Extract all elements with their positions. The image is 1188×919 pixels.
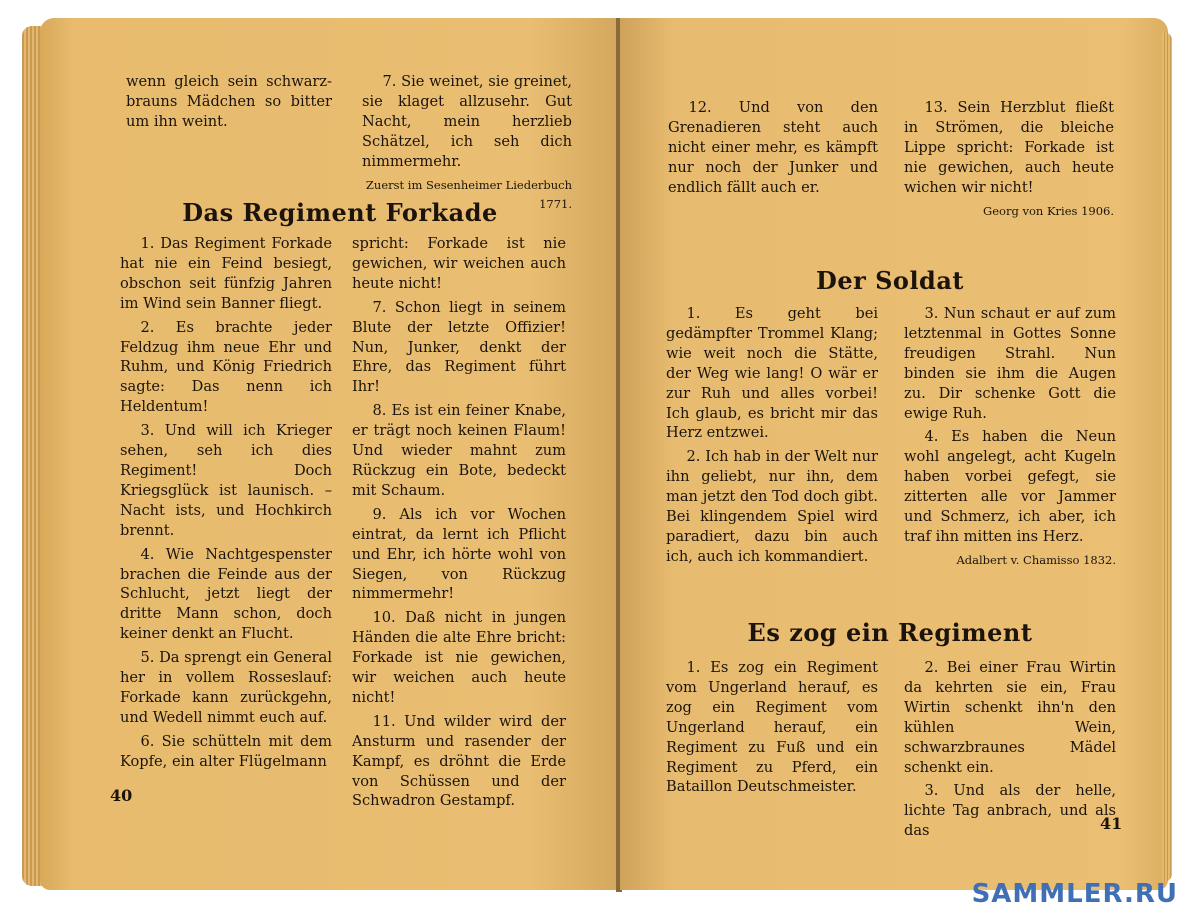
verse: 6. Sie schütteln mit dem Kopfe, ein alter Flügelmann — [120, 732, 332, 770]
regiment-col2 — [904, 658, 1116, 845]
verse: 1. Es geht bei gedämpfter Trommel Klang; wie weit noch die Stätte, der Weg wie lang! O wär er zur Ruh und alles vorbei! Ich glaub, es bricht mir das Herz entzwei. — [666, 305, 878, 442]
right-intro-col2 — [904, 98, 1114, 221]
left-intro-col2 — [362, 72, 572, 215]
verse: 5. Da sprengt ein General her in vollem Rosseslauf: Forkade kann zurückgehn, und Wedell nimmt euch auf. — [120, 649, 332, 726]
left-page — [40, 18, 616, 890]
open-book — [22, 18, 1172, 896]
verse: 4. Wie Nachtgespenster brachen die Feinde aus der Schlucht, jetzt liegt der dritte Mann schon, doch keiner denkt an Flucht. — [120, 545, 332, 643]
paragraph: 7. Sie weinet, sie greinet, sie klaget allzusehr. Gut Nacht, mein herzlieb Schätzel, ich seh dich nimmermehr. — [362, 73, 572, 170]
verse: 1. Es zog ein Regiment vom Ungerland herauf, es zog ein Regiment vom Ungerland herauf, ein Regiment zu Fuß und ein Regiment zu Pferd, ein Bataillon Deutschmeister. — [666, 659, 878, 796]
watermark-text: SAMMLER.RU — [971, 879, 1178, 909]
left-col1 — [120, 234, 332, 776]
verse-continuation: spricht: Forkade ist nie gewichen, wir weichen auch heute nicht! — [352, 235, 566, 292]
verse: 3. Und als der helle, lichte Tag anbrach, und als das — [904, 782, 1116, 840]
verse: 7. Schon liegt in seinem Blute der letzte Offizier! Nun, Junker, denkt der Ehre, das Regiment führt Ihr! — [352, 298, 566, 396]
verse: 9. Als ich vor Wochen eintrat, da lernt ich Pflicht und Ehr, ich hörte wohl von Siegen, von Rückzug nimmermehr! — [352, 505, 566, 603]
verse: 11. Und wilder wird der Ansturm und rasender der Kampf, es dröhnt die Erde von Schüssen und der Schwadron Gestampf. — [352, 712, 566, 810]
verse: 13. Sein Herzblut fließt in Strömen, die bleiche Lippe spricht: Forkade ist nie gewichen, auch heute wichen wir nicht! — [904, 99, 1114, 196]
right-page — [620, 18, 1168, 890]
verse: 4. Es haben die Neun wohl angelegt, acht Kugeln haben vorbei gefegt, sie zitterten alle vor Jammer und Schmerz, ich aber, ich traf ihn mitten ins Herz. — [904, 428, 1116, 545]
verse: 3. Nun schaut er auf zum letztenmal in Gottes Sonne freudigen Strahl. Nun binden sie ihm die Augen zu. Dir schenke Gott die ewige Ruh. — [904, 305, 1116, 422]
verse: 10. Daß nicht in jungen Händen die alte Ehre bricht: Forkade ist nie gewichen, wir weichen auch heute nicht! — [352, 609, 566, 706]
left-col2 — [352, 234, 566, 815]
left-intro-col1 — [126, 72, 332, 136]
page-stack-right — [1162, 32, 1172, 882]
page-number: 40 — [110, 786, 133, 805]
song-title: Es zog ein Regiment — [747, 618, 1033, 647]
verse: 12. Und von den Grenadieren steht auch nicht einer mehr, es kämpft nur noch der Junker und endlich fällt auch er. — [668, 99, 878, 196]
song-title: Das Regiment Forkade — [182, 198, 498, 227]
source-attribution: Adalbert v. Chamisso 1832. — [956, 552, 1116, 567]
song-title: Der Soldat — [816, 266, 964, 295]
source-attribution: Georg von Kries 1906. — [983, 203, 1114, 218]
verse: 2. Ich hab in der Welt nur ihn geliebt, nur ihn, dem man jetzt den Tod doch gibt. Bei klingendem Spiel wird paradiert, dazu bin auch ich, auch ich kommandiert. — [666, 448, 878, 565]
soldat-col2 — [904, 304, 1116, 571]
right-intro-col1 — [668, 98, 878, 202]
regiment-col1 — [666, 658, 878, 801]
verse: 1. Das Regiment Forkade hat nie ein Feind besiegt, obschon seit fünfzig Jahren im Wind sein Banner fliegt. — [120, 235, 332, 312]
soldat-col1 — [666, 304, 878, 571]
verse: 8. Es ist ein feiner Knabe, er trägt noch keinen Flaum! Und wieder mahnt zum Rückzug ein Bote, bedeckt mit Schaum. — [352, 402, 566, 499]
verse: 3. Und will ich Krieger sehen, seh ich dies Regiment! Doch Kriegsglück ist launisch. – Nacht ists, und Hochkirch brennt. — [120, 422, 332, 539]
source-attribution: Zuerst im Sesenheimer Liederbuch 1771. — [365, 177, 572, 212]
page-number: 41 — [1100, 814, 1123, 833]
verse: 2. Bei einer Frau Wirtin da kehrten sie ein, Frau Wirtin schenkt ihn'n den kühlen Wein, schwarzbraunes Mädel schenkt ein. — [904, 659, 1116, 776]
paragraph: wenn gleich sein schwarz-brauns Mädchen so bitter um ihn weint. — [126, 73, 332, 130]
verse: 2. Es brachte jeder Feldzug ihm neue Ehr und Ruhm, und König Friedrich sagte: Das nenn ich Heldentum! — [120, 318, 332, 416]
